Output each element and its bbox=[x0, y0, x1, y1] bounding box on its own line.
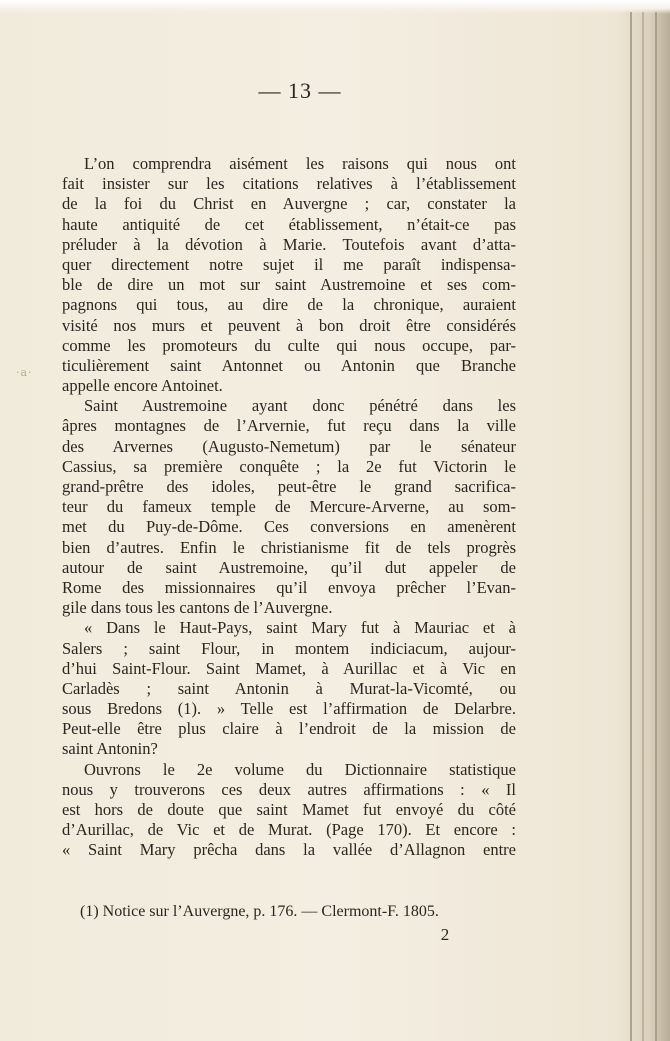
text-line: comme les promoteurs du culte qui nous occupe, par- bbox=[62, 335, 516, 355]
text-line: grand-prêtre des idoles, peut-être le grand sacrifica- bbox=[62, 477, 516, 496]
text-line: Carladès ; saint Antonin à Murat-la-Vicomté, ou bbox=[62, 678, 516, 698]
text-line: visité nos murs et peuvent à bon droit être considérés bbox=[62, 315, 516, 335]
text-line: Peut-elle être plus claire à l’endroit de la mission de bbox=[62, 719, 516, 739]
text-line: teur du fameux temple de Mercure-Arverne, au som- bbox=[62, 497, 516, 517]
text-line: des Arvernes (Augusto-Nemetum) par le sénateur bbox=[62, 436, 516, 456]
text-line: appelle encore Antoinet. bbox=[62, 376, 223, 396]
text-line: fait insister sur les citations relatives à l’établissement bbox=[62, 174, 516, 194]
footnote: (1) Notice sur l’Auvergne, p. 176. — Clermont-F. 1805. bbox=[80, 903, 439, 920]
text-line: « Dans le Haut-Pays, saint Mary fut à Mauriac et à bbox=[84, 618, 516, 638]
page-edge-line bbox=[630, 12, 632, 1041]
text-line: pagnons qui tous, au dire de la chronique, auraient bbox=[62, 295, 516, 315]
text-line: met du Puy-de-Dôme. Ces conversions en amenèrent bbox=[62, 517, 516, 537]
text-line: Cassius, sa première conquête ; la 2e fut Victorin le bbox=[62, 456, 516, 476]
text-line: Saint Austremoine ayant donc pénétré dans les bbox=[84, 396, 516, 416]
text-line: saint Antonin? bbox=[62, 739, 158, 759]
text-line: « Saint Mary prêcha dans la vallée d’Allagnon entre bbox=[62, 840, 516, 860]
text-line: bien d’autres. Enfin le christianisme fit de tels progrès bbox=[62, 537, 516, 557]
text-line: gile dans tous les cantons de l’Auvergne. bbox=[62, 598, 333, 618]
text-line: d’Aurillac, de Vic et de Murat. (Page 170). Et encore : bbox=[62, 820, 516, 840]
text-line: est hors de doute que saint Mamet fut envoyé du côté bbox=[62, 800, 516, 819]
text-line: autour de saint Austremoine, qu’il dut appeler de bbox=[62, 557, 516, 577]
text-line: L’on comprendra aisément les raisons qui nous ont bbox=[84, 154, 516, 173]
text-line: Salers ; saint Flour, in montem indiciacum, aujour- bbox=[62, 638, 516, 658]
signature-mark: 2 bbox=[440, 925, 450, 944]
text-line: quer directement notre sujet il me paraît indispensa- bbox=[62, 254, 516, 274]
text-line: âpres montagnes de l’Arvernie, fut reçu dans la ville bbox=[62, 416, 516, 436]
text-line: Rome des missionnaires qu’il envoya prêcher l’Evan- bbox=[62, 577, 516, 597]
page-edge-line bbox=[642, 12, 644, 1041]
text-line: de la foi du Christ en Auvergne ; car, constater la bbox=[62, 194, 516, 214]
body-text bbox=[62, 154, 516, 861]
text-line: d’hui Saint-Flour. Saint Mamet, à Aurillac et à Vic en bbox=[62, 658, 516, 678]
text-line: nous y trouverons ces deux autres affirmations : « Il bbox=[62, 779, 516, 799]
text-line: Ouvrons le 2e volume du Dictionnaire statistique bbox=[84, 759, 516, 779]
margin-mark: ·a· bbox=[16, 366, 33, 379]
page-top-edge bbox=[0, 0, 670, 14]
text-line: sous Bredons (1). » Telle est l’affirmation de Delarbre. bbox=[62, 699, 516, 719]
page-edge-line bbox=[655, 12, 657, 1041]
text-line: ticulièrement saint Antonnet ou Antonin que Branche bbox=[62, 355, 516, 375]
text-line: ble de dire un mot sur saint Austremoine et ses com- bbox=[62, 275, 516, 295]
text-line: préluder à la dévotion à Marie. Toutefois avant d’atta- bbox=[62, 234, 516, 254]
text-line: haute antiquité de cet établissement, n’était-ce pas bbox=[62, 214, 516, 234]
page-number: — 13 — bbox=[258, 78, 342, 103]
